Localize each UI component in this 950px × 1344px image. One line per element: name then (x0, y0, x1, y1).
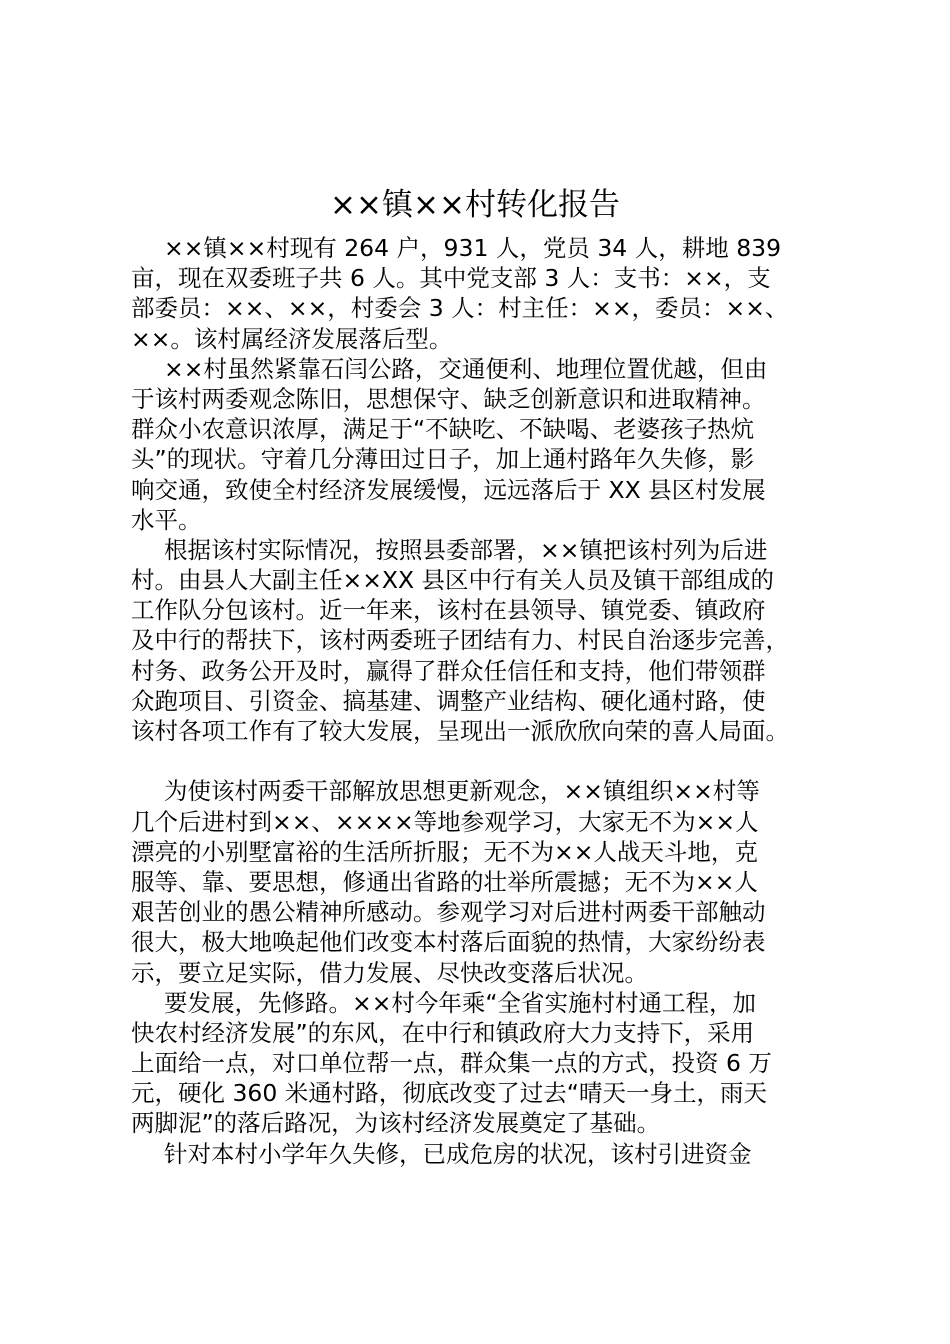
paragraph-4-line-5: 艰苦创业的愚公精神所感动。参观学习对后进村两委干部触动 (131, 898, 766, 927)
paragraph-4-line-7: 示，要立足实际，借力发展、尽快改变落后状况。 (131, 958, 648, 987)
paragraph-4-line-1: 为使该村两委干部解放思想更新观念，××镇组织××村等 (164, 777, 760, 806)
paragraph-2-line-4: 头”的现状。守着几分薄田过日子，加上通村路年久失修，影 (131, 445, 755, 474)
paragraph-3-line-7: 该村各项工作有了较大发展，呈现出一派欣欣向荣的喜人局面。 (131, 717, 789, 745)
paragraph-4-line-4: 服等、靠、要思想，修通出省路的壮举所震撼；无不为××人 (131, 867, 758, 896)
paragraph-5-line-3: 上面给一点，对口单位帮一点，群众集一点的方式，投资 6 万 (131, 1049, 772, 1078)
paragraph-1-line-4: ××。该村属经济发展落后型。 (131, 324, 453, 353)
paragraph-1-line-1: ××镇××村现有 264 户，931 人，党员 34 人，耕地 839 (164, 234, 782, 262)
paragraph-4-line-2: 几个后进村到××、××××等地参观学习，大家无不为××人 (131, 807, 759, 836)
paragraph-4-line-6: 很大，极大地唤起他们改变本村落后面貌的热情，大家纷纷表 (131, 928, 766, 957)
paragraph-6-line-1: 针对本村小学年久失修，已成危房的状况，该村引进资金 (164, 1139, 752, 1168)
blank-line (131, 746, 831, 776)
paragraph-3-line-5: 村务、政务公开及时，赢得了群众任信任和支持，他们带领群 (131, 656, 766, 685)
paragraph-5-line-4: 元，硬化 360 米通村路，彻底改变了过去“晴天一身土，雨天 (131, 1079, 767, 1108)
paragraph-3-line-3: 工作队分包该村。近一年来，该村在县领导、镇党委、镇政府 (131, 596, 766, 625)
paragraph-3-line-6: 众跑项目、引资金、搞基建、调整产业结构、硬化通村路，使 (131, 686, 766, 715)
paragraph-3-line-4: 及中行的帮扶下，该村两委班子团结有力、村民自治逐步完善， (131, 626, 789, 655)
paragraph-1-line-2: 亩，现在双委班子共 6 人。其中党支部 3 人：支书：××，支 (131, 264, 771, 293)
paragraph-4-line-3: 漂亮的小别墅富裕的生活所折服；无不为××人战天斗地，克 (131, 837, 758, 866)
paragraph-2-line-5: 响交通，致使全村经济发展缓慢，远远落后于 XX 县区村发展 (131, 475, 766, 504)
document-title: ××镇××村转化报告 (330, 187, 620, 223)
paragraph-3-line-1: 根据该村实际情况，按照县委部署，××镇把该村列为后进 (164, 535, 768, 564)
paragraph-2-line-1: ××村虽然紧靠石闫公路，交通便利、地理位置优越，但由 (164, 354, 768, 383)
paragraph-5-line-1: 要发展，先修路。××村今年乘“全省实施村村通工程，加 (164, 988, 757, 1017)
paragraph-2-line-6: 水平。 (131, 505, 202, 534)
paragraph-3-line-2: 村。由县人大副主任××XX 县区中行有关人员及镇干部组成的 (131, 566, 775, 595)
document-body (131, 233, 831, 1169)
paragraph-2-line-2: 于该村两委观念陈旧，思想保守、缺乏创新意识和进取精神。 (131, 384, 766, 413)
paragraph-1-line-3: 部委员：××、××，村委会 3 人：村主任：××，委员：××、 (131, 294, 789, 323)
paragraph-5-line-5: 两脚泥”的落后路况，为该村经济发展奠定了基础。 (131, 1109, 661, 1138)
paragraph-5-line-2: 快农村经济发展”的东风，在中行和镇政府大力支持下，采用 (131, 1018, 755, 1047)
paragraph-2-line-3: 群众小农意识浓厚，满足于“不缺吃、不缺喝、老婆孩子热炕 (131, 415, 755, 444)
